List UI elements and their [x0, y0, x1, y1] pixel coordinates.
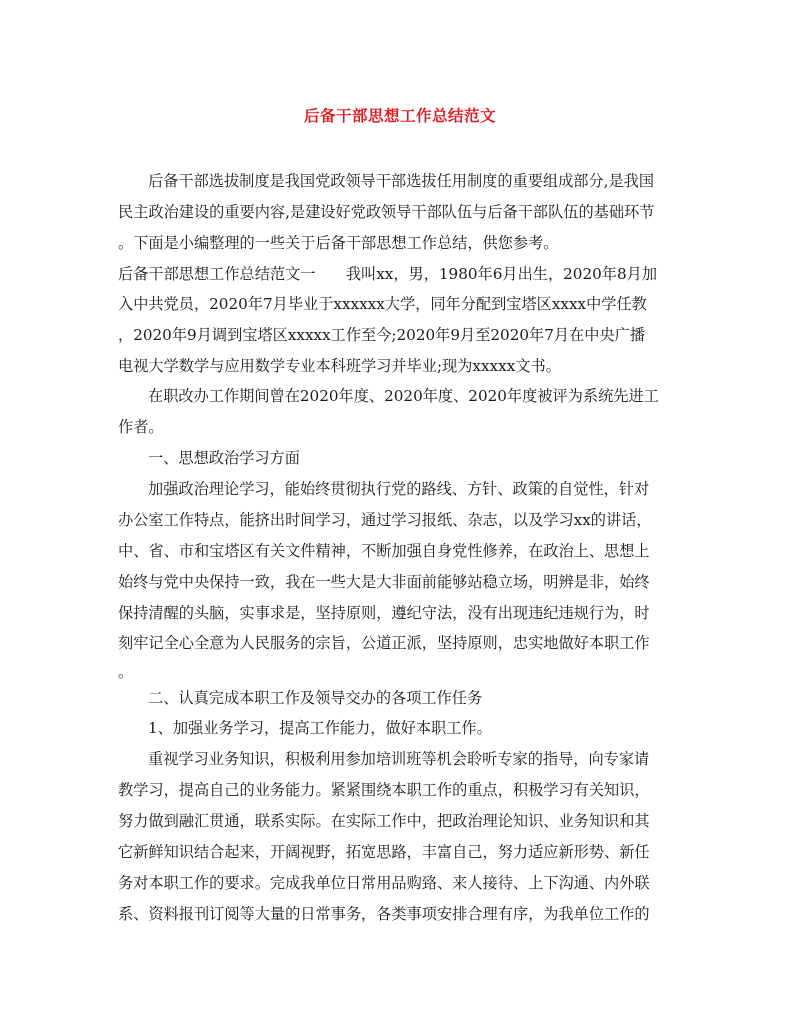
paragraph-line: ，2020年9月调到宝塔区xxxxx工作至今;2020年9月至2020年7月在中央广播 [118, 326, 646, 344]
paragraph-line: 务对本职工作的要求。完成我单位日常用品购臵、来人接待、上下沟通、内外联 [118, 874, 650, 892]
paragraph-line: 后备干部思想工作总结范文一 我叫xx，男，1980年6月出生，2020年8月加 [118, 265, 658, 283]
paragraph-line: 民主政治建设的重要内容,是建设好党政领导干部队伍与后备干部队伍的基础环节 [118, 203, 655, 221]
paragraph-line: 办公室工作特点，能挤出时间学习，通过学习报纸、杂志，以及学习xx的讲话， [118, 511, 652, 529]
paragraph-line: 。 [118, 663, 134, 681]
paragraph-line: 努力做到融汇贯通，联系实际。在实际工作中，把政治理论知识、业务知识和其 [118, 812, 650, 830]
paragraph-line: 重视学习业务知识，积极利用参加培训班等机会聆听专家的指导，向专家请 [148, 750, 650, 768]
paragraph-line: 保持清醒的头脑，实事求是，坚持原则，遵纪守法，没有出现违纪违规行为，时 [118, 604, 650, 622]
paragraph-line: 在职改办工作期间曾在2020年度、2020年度、2020年度被评为系统先进工 [148, 387, 659, 405]
document-title: 后备干部思想工作总结范文 [303, 106, 496, 125]
paragraph-line: 入中共党员，2020年7月毕业于xxxxxx大学，同年分配到宝塔区xxxx中学任教 [118, 295, 647, 313]
paragraph-line: 。下面是小编整理的一些关于后备干部思想工作总结，供您参考。 [118, 234, 559, 252]
paragraph-line: 电视大学数学与应用数学专业本科班学习并毕业;现为xxxxx文书。 [118, 357, 561, 375]
subsection-heading: 1、加强业务学习，提高工作能力，做好本职工作。 [148, 719, 492, 737]
section-heading: 一、思想政治学习方面 [148, 449, 300, 467]
paragraph-line: 后备干部选拔制度是我国党政领导干部选拔任用制度的重要组成部分,是我国 [148, 172, 655, 190]
paragraph-line: 刻牢记全心全意为人民服务的宗旨，公道正派，坚持原则，忠实地做好本职工作 [118, 634, 650, 652]
paragraph-line: 加强政治理论学习，能始终贯彻执行党的路线、方针、政策的自觉性，针对 [148, 480, 650, 498]
paragraph-line: 它新鲜知识结合起来，开阔视野，拓宽思路，丰富自己，努力适应新形势、新任 [118, 843, 650, 861]
paragraph-line: 系、资料报刊订阅等大量的日常事务，各类事项安排合理有序，为我单位工作的 [118, 905, 650, 923]
section-heading: 二、认真完成本职工作及领导交办的各项工作任务 [148, 689, 483, 707]
paragraph-line: 作者。 [118, 418, 164, 436]
paragraph-line: 始终与党中央保持一致，我在一些大是大非面前能够站稳立场，明辨是非，始终 [118, 573, 650, 591]
paragraph-line: 中、省、市和宝塔区有关文件精神，不断加强自身党性修养，在政治上、思想上 [118, 542, 650, 560]
paragraph-line: 教学习，提高自己的业务能力。紧紧围绕本职工作的重点，积极学习有关知识， [118, 781, 650, 799]
